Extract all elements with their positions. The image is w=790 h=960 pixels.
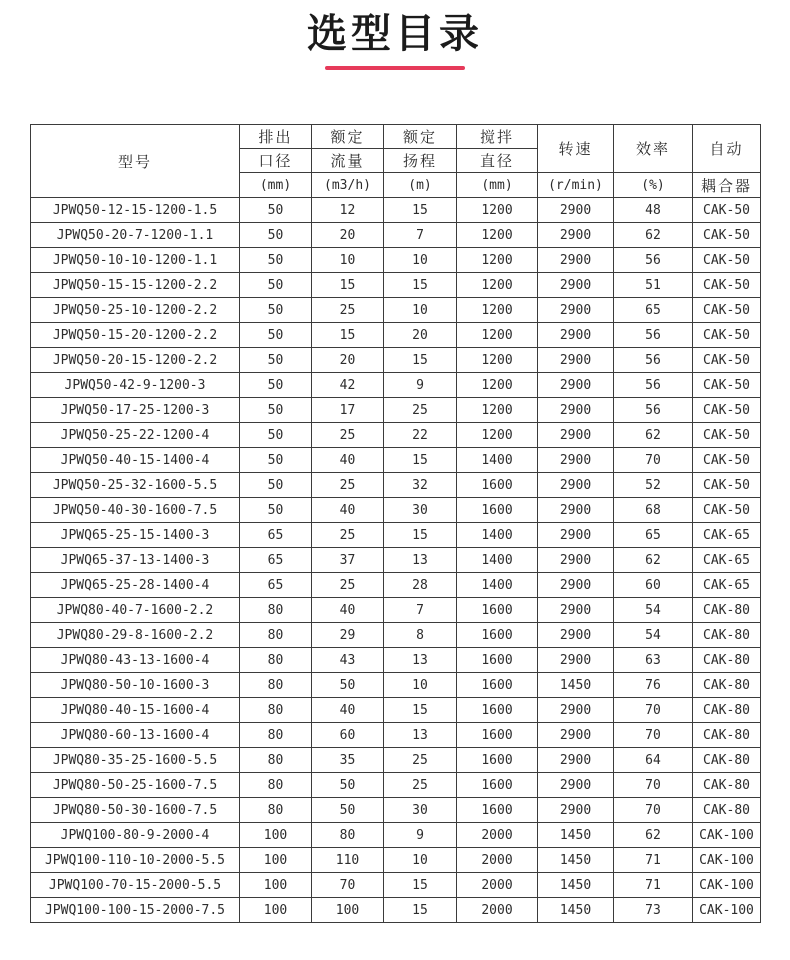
header-rated-head-top: 额定	[384, 125, 457, 149]
value-cell: 13	[384, 548, 457, 573]
value-cell: 10	[384, 248, 457, 273]
model-cell: JPWQ50-25-22-1200-4	[31, 423, 240, 448]
value-cell: 1450	[538, 673, 614, 698]
value-cell: CAK-80	[693, 698, 761, 723]
table-row	[31, 773, 761, 798]
value-cell: 15	[384, 198, 457, 223]
value-cell: CAK-65	[693, 573, 761, 598]
selection-table	[30, 124, 761, 923]
value-cell: CAK-100	[693, 898, 761, 923]
value-cell: 80	[240, 673, 312, 698]
value-cell: 50	[240, 423, 312, 448]
value-cell: 54	[614, 598, 693, 623]
value-cell: 71	[614, 848, 693, 873]
value-cell: CAK-80	[693, 798, 761, 823]
table-row	[31, 898, 761, 923]
value-cell: 100	[240, 823, 312, 848]
value-cell: CAK-80	[693, 773, 761, 798]
model-cell: JPWQ80-29-8-1600-2.2	[31, 623, 240, 648]
value-cell: 10	[384, 673, 457, 698]
value-cell: 54	[614, 623, 693, 648]
value-cell: 40	[312, 598, 384, 623]
value-cell: 62	[614, 423, 693, 448]
model-cell: JPWQ50-25-10-1200-2.2	[31, 298, 240, 323]
value-cell: CAK-50	[693, 273, 761, 298]
model-cell: JPWQ80-40-15-1600-4	[31, 698, 240, 723]
value-cell: CAK-50	[693, 448, 761, 473]
value-cell: 70	[614, 723, 693, 748]
value-cell: 1450	[538, 898, 614, 923]
value-cell: 1450	[538, 873, 614, 898]
value-cell: 40	[312, 698, 384, 723]
value-cell: 25	[384, 773, 457, 798]
value-cell: 15	[312, 273, 384, 298]
value-cell: 50	[312, 798, 384, 823]
value-cell: 25	[312, 573, 384, 598]
value-cell: CAK-80	[693, 673, 761, 698]
value-cell: 25	[312, 298, 384, 323]
model-cell: JPWQ65-25-15-1400-3	[31, 523, 240, 548]
value-cell: CAK-80	[693, 598, 761, 623]
model-cell: JPWQ50-40-15-1400-4	[31, 448, 240, 473]
value-cell: 30	[384, 798, 457, 823]
value-cell: 29	[312, 623, 384, 648]
header-model: 型号	[31, 125, 240, 198]
value-cell: 50	[240, 248, 312, 273]
value-cell: 1600	[457, 698, 538, 723]
value-cell: 1200	[457, 273, 538, 298]
value-cell: 70	[312, 873, 384, 898]
value-cell: 60	[312, 723, 384, 748]
value-cell: 100	[312, 898, 384, 923]
table-row	[31, 248, 761, 273]
value-cell: 1400	[457, 548, 538, 573]
value-cell: 43	[312, 648, 384, 673]
value-cell: 15	[384, 273, 457, 298]
value-cell: 2900	[538, 498, 614, 523]
table-row	[31, 823, 761, 848]
table-row	[31, 748, 761, 773]
table-row	[31, 498, 761, 523]
value-cell: 2900	[538, 648, 614, 673]
title-underline	[325, 66, 465, 70]
value-cell: 15	[384, 348, 457, 373]
value-cell: 7	[384, 223, 457, 248]
value-cell: 1450	[538, 823, 614, 848]
table-row	[31, 648, 761, 673]
value-cell: 100	[240, 898, 312, 923]
value-cell: 50	[240, 298, 312, 323]
value-cell: 25	[384, 748, 457, 773]
value-cell: CAK-50	[693, 423, 761, 448]
value-cell: 25	[312, 523, 384, 548]
value-cell: 60	[614, 573, 693, 598]
value-cell: 25	[384, 398, 457, 423]
value-cell: 1600	[457, 748, 538, 773]
header-rated-flow-top: 额定	[312, 125, 384, 149]
value-cell: 10	[312, 248, 384, 273]
value-cell: 1200	[457, 423, 538, 448]
model-cell: JPWQ80-50-30-1600-7.5	[31, 798, 240, 823]
table-row	[31, 623, 761, 648]
value-cell: 1600	[457, 598, 538, 623]
model-cell: JPWQ50-15-15-1200-2.2	[31, 273, 240, 298]
table-row	[31, 698, 761, 723]
table-row	[31, 848, 761, 873]
value-cell: 70	[614, 773, 693, 798]
value-cell: 65	[240, 573, 312, 598]
unit-head: (m)	[384, 173, 457, 198]
value-cell: CAK-50	[693, 298, 761, 323]
value-cell: 51	[614, 273, 693, 298]
value-cell: 2900	[538, 623, 614, 648]
value-cell: 35	[312, 748, 384, 773]
table-row	[31, 298, 761, 323]
unit-discharge: (mm)	[240, 173, 312, 198]
value-cell: CAK-50	[693, 398, 761, 423]
value-cell: 68	[614, 498, 693, 523]
value-cell: 2900	[538, 723, 614, 748]
value-cell: 2900	[538, 573, 614, 598]
value-cell: 48	[614, 198, 693, 223]
value-cell: 1200	[457, 398, 538, 423]
value-cell: 2900	[538, 698, 614, 723]
value-cell: 15	[384, 898, 457, 923]
value-cell: CAK-65	[693, 523, 761, 548]
model-cell: JPWQ50-20-15-1200-2.2	[31, 348, 240, 373]
model-cell: JPWQ50-40-30-1600-7.5	[31, 498, 240, 523]
value-cell: 70	[614, 698, 693, 723]
value-cell: 70	[614, 448, 693, 473]
value-cell: 64	[614, 748, 693, 773]
value-cell: 2900	[538, 298, 614, 323]
value-cell: 2900	[538, 598, 614, 623]
table-row	[31, 673, 761, 698]
table-row	[31, 373, 761, 398]
table-row	[31, 448, 761, 473]
value-cell: 17	[312, 398, 384, 423]
value-cell: 13	[384, 723, 457, 748]
value-cell: 25	[312, 473, 384, 498]
value-cell: CAK-80	[693, 648, 761, 673]
value-cell: 65	[614, 523, 693, 548]
value-cell: 1600	[457, 498, 538, 523]
value-cell: 1200	[457, 198, 538, 223]
value-cell: 2900	[538, 223, 614, 248]
value-cell: 80	[240, 798, 312, 823]
value-cell: 56	[614, 373, 693, 398]
value-cell: 62	[614, 223, 693, 248]
value-cell: 2900	[538, 798, 614, 823]
model-cell: JPWQ80-60-13-1600-4	[31, 723, 240, 748]
header-speed: 转速	[538, 125, 614, 173]
value-cell: 110	[312, 848, 384, 873]
value-cell: 1600	[457, 673, 538, 698]
value-cell: 50	[240, 398, 312, 423]
value-cell: 2000	[457, 873, 538, 898]
table-row	[31, 323, 761, 348]
value-cell: 1200	[457, 323, 538, 348]
value-cell: CAK-65	[693, 548, 761, 573]
value-cell: 50	[312, 773, 384, 798]
value-cell: 13	[384, 648, 457, 673]
value-cell: 50	[240, 448, 312, 473]
model-cell: JPWQ80-35-25-1600-5.5	[31, 748, 240, 773]
value-cell: 1600	[457, 773, 538, 798]
header-auto-coupler: 自动	[693, 125, 761, 173]
value-cell: 37	[312, 548, 384, 573]
value-cell: 10	[384, 848, 457, 873]
unit-speed: (r/min)	[538, 173, 614, 198]
value-cell: 1600	[457, 723, 538, 748]
table-header	[31, 125, 761, 198]
table-row	[31, 573, 761, 598]
value-cell: 8	[384, 623, 457, 648]
value-cell: 63	[614, 648, 693, 673]
value-cell: 50	[240, 323, 312, 348]
value-cell: 80	[240, 748, 312, 773]
value-cell: 2900	[538, 373, 614, 398]
value-cell: 42	[312, 373, 384, 398]
unit-efficiency: (%)	[614, 173, 693, 198]
value-cell: CAK-100	[693, 823, 761, 848]
value-cell: 1200	[457, 348, 538, 373]
header-rated-flow-bottom: 流量	[312, 149, 384, 173]
value-cell: CAK-80	[693, 723, 761, 748]
value-cell: 12	[312, 198, 384, 223]
header-row-1	[31, 125, 761, 149]
table-body	[31, 198, 761, 923]
model-cell: JPWQ100-100-15-2000-7.5	[31, 898, 240, 923]
value-cell: CAK-50	[693, 348, 761, 373]
value-cell: 2900	[538, 198, 614, 223]
value-cell: CAK-80	[693, 623, 761, 648]
value-cell: 2900	[538, 523, 614, 548]
table-row	[31, 873, 761, 898]
value-cell: 20	[384, 323, 457, 348]
value-cell: 80	[240, 648, 312, 673]
value-cell: 40	[312, 498, 384, 523]
value-cell: 50	[240, 348, 312, 373]
model-cell: JPWQ100-80-9-2000-4	[31, 823, 240, 848]
table-row	[31, 598, 761, 623]
value-cell: 30	[384, 498, 457, 523]
value-cell: 2900	[538, 423, 614, 448]
page-title: 选型目录	[307, 11, 483, 57]
table-row	[31, 398, 761, 423]
unit-flow: (m3/h)	[312, 173, 384, 198]
value-cell: 70	[614, 798, 693, 823]
value-cell: 80	[240, 598, 312, 623]
value-cell: 2900	[538, 398, 614, 423]
value-cell: 80	[240, 773, 312, 798]
value-cell: CAK-50	[693, 248, 761, 273]
unit-stir: (mm)	[457, 173, 538, 198]
value-cell: 10	[384, 298, 457, 323]
table-row	[31, 273, 761, 298]
value-cell: 65	[240, 523, 312, 548]
value-cell: 1200	[457, 248, 538, 273]
value-cell: CAK-100	[693, 848, 761, 873]
model-cell: JPWQ80-50-25-1600-7.5	[31, 773, 240, 798]
value-cell: CAK-50	[693, 198, 761, 223]
value-cell: 1200	[457, 373, 538, 398]
header-stir-top: 搅拌	[457, 125, 538, 149]
value-cell: 65	[240, 548, 312, 573]
value-cell: 1600	[457, 473, 538, 498]
value-cell: 2900	[538, 473, 614, 498]
value-cell: 1600	[457, 623, 538, 648]
value-cell: 71	[614, 873, 693, 898]
header-discharge-bottom: 口径	[240, 149, 312, 173]
value-cell: 2900	[538, 748, 614, 773]
header-stir-bottom: 直径	[457, 149, 538, 173]
model-cell: JPWQ50-20-7-1200-1.1	[31, 223, 240, 248]
table-row	[31, 223, 761, 248]
value-cell: 50	[240, 223, 312, 248]
value-cell: 56	[614, 398, 693, 423]
value-cell: 2900	[538, 448, 614, 473]
value-cell: 62	[614, 823, 693, 848]
value-cell: CAK-50	[693, 223, 761, 248]
value-cell: CAK-80	[693, 748, 761, 773]
value-cell: 15	[384, 698, 457, 723]
table-row	[31, 723, 761, 748]
value-cell: 56	[614, 348, 693, 373]
value-cell: 1400	[457, 523, 538, 548]
value-cell: 1400	[457, 448, 538, 473]
value-cell: 73	[614, 898, 693, 923]
value-cell: 80	[240, 698, 312, 723]
model-cell: JPWQ65-37-13-1400-3	[31, 548, 240, 573]
value-cell: 2000	[457, 898, 538, 923]
value-cell: 2900	[538, 548, 614, 573]
value-cell: 40	[312, 448, 384, 473]
value-cell: 20	[312, 348, 384, 373]
value-cell: 1450	[538, 848, 614, 873]
value-cell: CAK-50	[693, 323, 761, 348]
model-cell: JPWQ65-25-28-1400-4	[31, 573, 240, 598]
value-cell: 100	[240, 873, 312, 898]
value-cell: 50	[312, 673, 384, 698]
value-cell: 52	[614, 473, 693, 498]
header-efficiency: 效率	[614, 125, 693, 173]
value-cell: 50	[240, 498, 312, 523]
value-cell: 56	[614, 248, 693, 273]
value-cell: 20	[312, 223, 384, 248]
value-cell: 15	[384, 523, 457, 548]
model-cell: JPWQ50-42-9-1200-3	[31, 373, 240, 398]
model-cell: JPWQ100-70-15-2000-5.5	[31, 873, 240, 898]
model-cell: JPWQ50-17-25-1200-3	[31, 398, 240, 423]
model-cell: JPWQ50-12-15-1200-1.5	[31, 198, 240, 223]
table-row	[31, 348, 761, 373]
value-cell: 1200	[457, 223, 538, 248]
model-cell: JPWQ100-110-10-2000-5.5	[31, 848, 240, 873]
model-cell: JPWQ50-15-20-1200-2.2	[31, 323, 240, 348]
header-discharge-top: 排出	[240, 125, 312, 149]
header-rated-head-bottom: 扬程	[384, 149, 457, 173]
value-cell: 2000	[457, 848, 538, 873]
model-cell: JPWQ80-40-7-1600-2.2	[31, 598, 240, 623]
value-cell: 2900	[538, 248, 614, 273]
value-cell: 28	[384, 573, 457, 598]
value-cell: 15	[312, 323, 384, 348]
value-cell: 80	[240, 723, 312, 748]
value-cell: 15	[384, 448, 457, 473]
value-cell: 50	[240, 473, 312, 498]
value-cell: 1600	[457, 648, 538, 673]
value-cell: 50	[240, 273, 312, 298]
value-cell: 15	[384, 873, 457, 898]
model-cell: JPWQ80-50-10-1600-3	[31, 673, 240, 698]
value-cell: 65	[614, 298, 693, 323]
value-cell: 50	[240, 198, 312, 223]
value-cell: 100	[240, 848, 312, 873]
model-cell: JPWQ50-25-32-1600-5.5	[31, 473, 240, 498]
table-row	[31, 473, 761, 498]
value-cell: 62	[614, 548, 693, 573]
value-cell: 9	[384, 823, 457, 848]
model-cell: JPWQ80-43-13-1600-4	[31, 648, 240, 673]
value-cell: CAK-50	[693, 473, 761, 498]
table-row	[31, 798, 761, 823]
value-cell: 2000	[457, 823, 538, 848]
model-cell: JPWQ50-10-10-1200-1.1	[31, 248, 240, 273]
unit-coupler: 耦合器	[693, 173, 761, 198]
value-cell: 7	[384, 598, 457, 623]
value-cell: 2900	[538, 323, 614, 348]
value-cell: CAK-100	[693, 873, 761, 898]
value-cell: 32	[384, 473, 457, 498]
value-cell: CAK-50	[693, 373, 761, 398]
value-cell: 1200	[457, 298, 538, 323]
value-cell: 2900	[538, 773, 614, 798]
value-cell: 56	[614, 323, 693, 348]
value-cell: CAK-50	[693, 498, 761, 523]
table-row	[31, 198, 761, 223]
value-cell: 1400	[457, 573, 538, 598]
value-cell: 1600	[457, 798, 538, 823]
value-cell: 2900	[538, 348, 614, 373]
table-row	[31, 548, 761, 573]
value-cell: 80	[240, 623, 312, 648]
table-row	[31, 423, 761, 448]
value-cell: 76	[614, 673, 693, 698]
table-row	[31, 523, 761, 548]
value-cell: 22	[384, 423, 457, 448]
value-cell: 50	[240, 373, 312, 398]
value-cell: 2900	[538, 273, 614, 298]
value-cell: 25	[312, 423, 384, 448]
value-cell: 9	[384, 373, 457, 398]
value-cell: 80	[312, 823, 384, 848]
